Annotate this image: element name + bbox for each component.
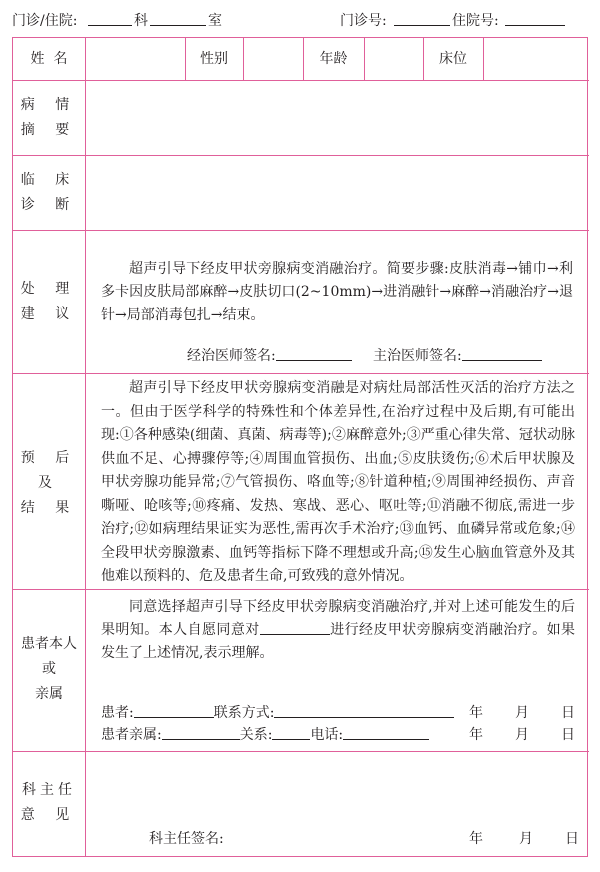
consent-label (13, 632, 85, 707)
relative-signature-field[interactable] (162, 724, 240, 740)
summary-label-line: 病 情 (20, 97, 78, 113)
attending-signature (187, 345, 352, 367)
phone-field[interactable] (343, 724, 429, 740)
relative-date-year: 年 (469, 727, 483, 743)
row-divider (13, 589, 589, 590)
diagnosis-label-line: 诊 断 (20, 197, 78, 213)
name-label: 姓 名 (30, 51, 68, 67)
prognosis-label (13, 446, 85, 521)
relation-field[interactable] (272, 724, 310, 740)
summary-label-line: 摘 要 (20, 122, 78, 138)
treatment-label (13, 277, 85, 327)
relative-date-month: 月 (515, 727, 529, 743)
consent-label-line: 患者本人 (21, 636, 77, 652)
gender-field[interactable] (244, 39, 302, 79)
relative-signature-row (101, 724, 429, 746)
clinic-number-label: 门诊号: (340, 13, 387, 29)
prognosis-label-line: 及 (38, 475, 60, 491)
diagnosis-label (13, 168, 85, 218)
director-signature-label: 科主任签名: (149, 831, 224, 847)
attending-signature-field[interactable] (276, 345, 352, 361)
director-date-year: 年 (469, 831, 483, 847)
inpatient-number-label: 住院号: (452, 13, 499, 29)
department-suffix: 科 (134, 13, 148, 29)
visit-type-label: 门诊/住院: (12, 13, 78, 29)
consent-label-line: 亲属 (35, 686, 63, 702)
prognosis-label-line: 预 后 (20, 450, 78, 466)
name-field[interactable] (86, 39, 184, 79)
patient-signature-field[interactable] (134, 702, 214, 718)
diagnosis-label-line: 临 床 (20, 172, 78, 188)
bed-label: 床位 (439, 51, 467, 67)
director-label (13, 778, 85, 828)
relative-label: 患者亲属: (101, 727, 162, 743)
patient-date-year: 年 (469, 705, 483, 721)
room-suffix: 室 (208, 13, 222, 29)
patient-label: 患者: (101, 705, 134, 721)
chief-signature-label: 主治医师签名: (373, 348, 462, 364)
row-divider (13, 373, 589, 374)
director-date-day: 日 (565, 831, 579, 847)
patient-date-month: 月 (515, 705, 529, 721)
form-header (12, 10, 590, 32)
patient-date-day: 日 (561, 705, 575, 721)
director-date-month: 月 (519, 831, 533, 847)
consent-text (101, 596, 575, 665)
director-opinion-field[interactable] (86, 752, 588, 822)
diagnosis-field[interactable] (86, 156, 588, 229)
consent-text-before: 同意选择超声引导下经皮甲状旁腺病变消融治疗,并对上述可能发生的后果明知。本人自愿同意对 (101, 599, 575, 638)
relation-label: 关系: (239, 727, 273, 743)
chief-signature (373, 345, 542, 367)
row-divider (13, 230, 589, 231)
gender-label: 性别 (200, 51, 228, 67)
summary-label (13, 93, 85, 143)
patient-signature-row (101, 702, 454, 724)
consent-text-after: 进行经皮甲状旁腺病变消融治疗。如果发生了上述情况,表示理解。 (101, 622, 576, 661)
contact-field[interactable] (274, 702, 454, 718)
attending-signature-label: 经治医师签名: (187, 348, 276, 364)
chief-signature-field[interactable] (462, 345, 542, 361)
director-label-line: 科主任 (22, 782, 76, 798)
prognosis-text: 超声引导下经皮甲状旁腺病变消融是对病灶局部活性灭活的治疗方法之一。但由于医学科学的特殊性和个体差异性,在治疗过程中及后期,有可能出现:①各种感染(细菌、真菌、病毒等);②麻醉意外;③严重心律失常、冠状动脉供血不足、心搏骤停等;④周围血管损伤、出血;⑤皮肤烫伤;⑥术后甲状腺及甲状旁腺功能异常;⑦气管损伤、咯血等;⑧针道种植;⑨周围神经损伤、声音嘶哑、呛咳等;⑩疼痛、发热、寒战、恶心、呕吐等;⑪消融不彻底,需进一步治疗;⑫如病理结果证实为恶性,需再次手术治疗;⑬血钙、血磷异常或危象;⑭全段甲状旁腺激素、血钙等指标下降不理想或升高;⑮发生心脑血管意外及其他难以预料的、危及患者生命,可致残的意外情况。 (101, 380, 575, 584)
prognosis-label-line: 结 果 (20, 500, 78, 516)
relative-date-day: 日 (561, 727, 575, 743)
treatment-label-line: 建 议 (20, 306, 78, 322)
bed-field[interactable] (484, 39, 588, 79)
contact-label: 联系方式: (213, 705, 275, 721)
consent-label-line: 或 (42, 661, 56, 677)
age-label: 年龄 (319, 51, 348, 67)
treatment-text: 超声引导下经皮甲状旁腺病变消融治疗。简要步骤:皮肤消毒→铺巾→利多卡因皮肤局部麻醉→皮肤切口(2~10mm)→进消融针→麻醉→消融治疗→退针→局部消毒包扎→结束。 (101, 261, 573, 323)
summary-field[interactable] (86, 81, 588, 154)
consent-patient-field[interactable] (260, 619, 330, 635)
phone-label: 电话: (310, 727, 344, 743)
age-field[interactable] (365, 39, 422, 79)
treatment-label-line: 处 理 (20, 281, 78, 297)
form-table (12, 37, 588, 857)
director-label-line: 意 见 (20, 807, 78, 823)
